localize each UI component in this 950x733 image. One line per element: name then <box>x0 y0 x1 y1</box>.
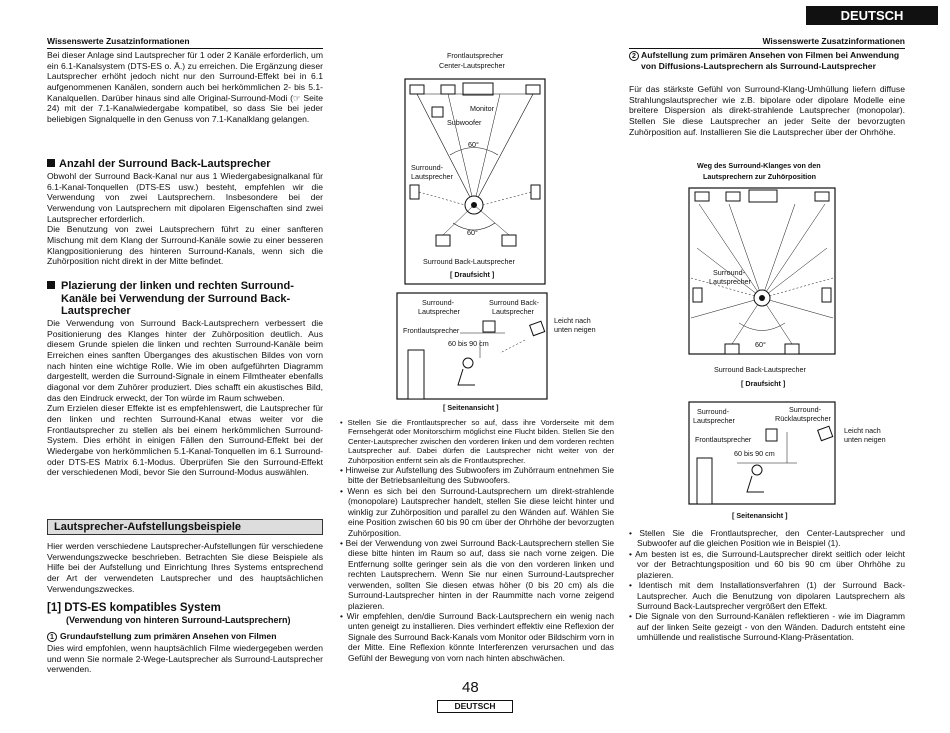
surround-back-right <box>502 235 516 246</box>
rs-label-dist: 60 bis 90 cm <box>734 449 775 458</box>
diag-title1: Weg des Surround-Klanges von den <box>697 161 821 170</box>
dts-es-title: [1] DTS-ES kompatibles System <box>47 602 221 614</box>
rs-label-tilt: Leicht nach <box>844 426 881 435</box>
item2-text: Für das stärkste Gefühl von Surround-Klang-Umhüllung liefern diffuse Strahlungslautsprecher wie z.B. bipolare oder dipolare Modelle eine breitere Dispersion als direkt-strahlende Lautsprecher (monopolar). Stellen Sie diese Lautsprecher an jeder Seite der bevorzugten Zuhörposition auf. Installieren Sie die Lautsprecher über der Ohrhöhe. <box>629 84 905 137</box>
label-subwoofer: Subwoofer <box>447 118 482 127</box>
label-surround: Surround- <box>411 163 443 172</box>
rs-label-surround: Surround- <box>697 407 729 416</box>
diagrams-middle <box>340 45 620 415</box>
section-title-placement: Plazierung der linken und rechten Surround-Kanäle bei Verwendung der Surround Back-Lautsprecher <box>47 280 323 318</box>
header-left: Wissenswerte Zusatzinformationen <box>47 36 323 49</box>
surround-left-speaker <box>410 185 419 199</box>
front-left-speaker <box>410 85 424 94</box>
item2-title: 2 Aufstellung zum primären Ansehen von Filmen bei Anwendung von Diffusions-Lautsprechern als Surround-Lautsprecher <box>629 50 905 71</box>
rs-label-back: Surround- <box>789 405 821 414</box>
r-label-sback: Surround Back-Lautsprecher <box>714 365 806 374</box>
header-right: Wissenswerte Zusatzinformationen <box>629 36 905 49</box>
r-label-surround2: Lautsprecher <box>709 277 751 286</box>
side-listener <box>463 358 473 368</box>
side-label-dist: 60 bis 90 cm <box>448 339 489 348</box>
bullet-item: • Wenn es sich bei den Surround-Lautsprechern um direkt-strahlende (monopolare) Lautsprecher handelt, stellen Sie diese leicht hinter und winklig zur Zuhörposition und parallel zu den Wänden auf. Wählen Sie eine Position zwischen 60 bis 90 cm über der Ohrhöhe der bevorzugten Zuhörposition. <box>340 485 614 538</box>
bullet-item: • Die Signale von den Surround-Kanälen reflektieren - wie im Diagramm auf der linken Seite gezeigt - von den Wänden. Dadurch entsteht eine umhüllende und realistische Surround-Klang-Präsentation. <box>629 611 905 643</box>
side-surround-speaker <box>483 321 495 332</box>
bullet-item: • Bei der Verwendung von zwei Surround Back-Lautsprechern stellen Sie diese bitte hinten im Raum so auf, dass sie nach vorne zeigen. Die Entfernung sollte geringer sein als die von den vorderen linken und rechten Lautsprechern. Wenn Sie nur einen Surround-Lautsprecher verwenden, sollten Sie diesen etwas höher (0 bis 20 cm) als die Surround-Lautsprecher hinten in der Raummitte nach vorne zeigend plazieren. <box>340 537 614 611</box>
section-placement-text: Die Verwendung von Surround Back-Lautsprechern verbessert die Positionierung des Klanges hinter der Zuhörposition deutlich. Aus diesem Grunde spielen die linken und rechten Surround-Kanäle beim Erreichen eines sanften Überganges des akustischen Bildes von vorn nach hinten eine wichtige Rolle. Wie im oben aufgeführten Diagramm dargestellt, werden die Surround-Signale in einem Filmtheater ebenfalls diagonal vor dem Zuhörer produziert. Dies schafft ein akustisches Bild, das den Eindruck erweckt, der Ton würde im Raum schweben. Zum Erzielen dieser Effekte ist es empfehlenswert, die Lautsprecher für den linken und rechten Surround-Kanal etwas weiter vor die Frontlautsprecher zu stellen als bei einem herkömmlichen Surround-System. Dies erhöht in einigen Fällen den Surround-Effekt bei der Wiedergabe von herkömmlichen 5.1-Kanal-Tonquellen im 6.1 Surround- oder DTS-ES Matrix 6.1-Modus. Überprüfen Sie den Surround-Effekt der verschiedenen Modi, bevor Sie den Surround-Modus auswählen. <box>47 318 323 478</box>
bullet-item: • Stellen Sie die Frontlautsprecher, den Center-Lautsprecher und Subwoofer auf die gleichen Position wie in Beispiel (1). <box>629 528 905 549</box>
caption-topview: [ Draufsicht ] <box>450 270 495 279</box>
section-examples-text: Hier werden verschiedene Lautsprecher-Aufstellungen für verschiedene Verwendungszwecke beschrieben. Betrachten Sie diese Beispiele als Hilfe bei der Aufstellung und Einrichtung Ihres Systems entsprechend der Art der verwendeten Lautsprecher und des hauptsächlichen Verwendungszweckes. <box>47 541 323 594</box>
page-number: 48 <box>462 679 479 696</box>
side-front-speaker <box>408 350 424 399</box>
item1-text: Dies wird empfohlen, wenn hauptsächlich Filme wiedergegeben werden und wenn Sie normale 2-Wege-Lautsprecher als Surround-Lautsprecher verwenden. <box>47 643 323 675</box>
side-label-sback2: Lautsprecher <box>492 307 534 316</box>
side-label-surround2: Lautsprecher <box>418 307 460 316</box>
bullet-item: • Hinweise zur Aufstellung des Subwoofers im Zuhörraum entnehmen Sie bitte der Betriebsanleitung des Subwoofers. <box>340 465 614 486</box>
side-label-sback: Surround Back- <box>489 298 539 307</box>
rs-label-front: Frontlautsprecher <box>695 435 752 444</box>
side-label-tilt: Leicht nach <box>554 316 591 325</box>
r-label-angle: 60° <box>755 340 766 349</box>
label-surround2: Lautsprecher <box>411 172 453 181</box>
label-center: Center-Lautsprecher <box>439 61 505 70</box>
center-speaker <box>441 85 455 94</box>
right-bullets <box>629 528 905 643</box>
bullet-item: • Wir empfehlen, den/die Surround Back-Lautsprechern ein wenig nach unten geneigt zu installieren. Dies verhindert effektiv eine Reflexion der Signale des Surround Back-Kanals vom Monitor oder Bildschirm vorn in der Mitte. Eine Reflexion könnte Interferenzen verursachen und das Gefühl der Bewegung von vorn nach hinten abschwächen. <box>340 610 614 663</box>
monitor <box>463 83 493 95</box>
room2-outline <box>689 188 835 354</box>
label-monitor: Monitor <box>470 104 494 113</box>
subwoofer <box>432 107 443 117</box>
label-angle2: 60° <box>467 228 478 237</box>
caption-sideview: [ Seitenansicht ] <box>443 403 499 412</box>
bullet-item: • Identisch mit dem Installationsverfahren (1) der Surround Back-Lautsprecher. Auch die Benutzung von dipolaren Lautsprechern als Surround Back-Lautsprecher vergrößert den Effekt. <box>629 580 905 611</box>
diag-title2: Lautsprechern zur Zuhörposition <box>703 172 817 181</box>
side-label-tilt2: unten neigen <box>554 325 596 334</box>
language-tab: DEUTSCH <box>806 6 938 25</box>
section-title-examples: Lautsprecher-Aufstellungsbeispiele <box>47 519 323 535</box>
section-count-text: Obwohl der Surround Back-Kanal nur aus 1 Wiedergabesignalkanal für 6.1-Kanal-Tonquellen (DTS-ES usw.) besteht, empfehlen wir die Verwendung von zwei Lautsprechern. Insbesondere bei der Verwendung von Lautsprechern mit dipolaren Eigenschaften sind zwei Lautsprecher erforderlich. Die Benutzung von zwei Lautsprechern führt zu einer sanfteren Mischung mit dem Klang der Surround-Kanäle sowie zu einer besseren Klangpositionierung des hinteren Surround-Kanals, wenn sich die Zuhörposition nicht direkt in der Mitte befindet. <box>47 171 323 267</box>
bullet-item: • Am besten ist es, die Surround-Lautsprecher direkt seitlich oder leicht vor der Betrachtungsposition und 60 bis 90 cm über Ohrhöhe zu plazieren. <box>629 548 905 580</box>
r-caption-sideview: [ Seitenansicht ] <box>732 511 788 520</box>
r-label-surround: Surround- <box>713 268 745 277</box>
surround-right-dipole <box>822 288 831 302</box>
rs-label-back2: Rücklautsprecher <box>775 414 831 423</box>
section-title-count: Anzahl der Surround Back-Lautsprecher <box>47 158 323 171</box>
surround-left-dipole <box>693 288 702 302</box>
rs-label-surround2: Lautsprecher <box>693 416 735 425</box>
label-sback: Surround Back-Lautsprecher <box>423 257 515 266</box>
r-caption-topview: [ Draufsicht ] <box>741 379 786 388</box>
side-label-surround: Surround- <box>422 298 454 307</box>
footer-language: DEUTSCH <box>437 700 513 713</box>
diagrams-right <box>629 158 939 528</box>
rs-label-tilt2: unten neigen <box>844 435 886 444</box>
label-front: Frontlautsprecher <box>447 51 504 60</box>
front-right-speaker <box>526 85 540 94</box>
surround-back-left <box>436 235 450 246</box>
surround-right-speaker <box>531 185 540 199</box>
label-angle1: 60° <box>468 140 479 149</box>
intro-text: Bei dieser Anlage sind Lautsprecher für 1 oder 2 Kanäle erforderlich, um ein 6.1-Kanalsystem (DTS-ES o. Ä.) zu erreichen. Die Ergänzung dieser Lautsprecher erhöht jedoch nicht nur den Surround-Effekt bei in 6.1 aufgenommenen Kanälen, sondern auch bei herkömmlichen 2- bis 5.1-Kanalquellen. Darüber hinaus sind alle Original-Surround-Modi (☞ Seite 24) mit der 7.1-Kanalwiedergabe kompatibel, so dass Sie bei jeder beliebigen Signalquelle in den Genuss von 7.1-Kanalklang gelangen. <box>47 50 323 124</box>
bullet-item: • Stellen Sie die Frontlautsprecher so auf, dass ihre Vorderseite mit dem Fernsehgerät oder Monitorschirm möglichst eine Flucht bilden. Stellen Sie den Center-Lautsprecher zwischen den vorderen linken und dem vorderen rechten Lautsprecher auf. Dabei dürfen die Lautsprecher nicht weiter von der Zuhörposition entfernt sein als die Frontlautsprecher. <box>340 418 614 465</box>
side-label-front: Frontlautsprecher <box>403 326 460 335</box>
side-back-speaker <box>530 321 545 335</box>
dts-es-subtitle: (Verwendung von hinteren Surround-Lautsprechern) <box>66 615 291 625</box>
middle-bullets <box>340 418 614 663</box>
item1-title: 1 Grundaufstellung zum primären Ansehen von Filmen <box>47 631 323 642</box>
